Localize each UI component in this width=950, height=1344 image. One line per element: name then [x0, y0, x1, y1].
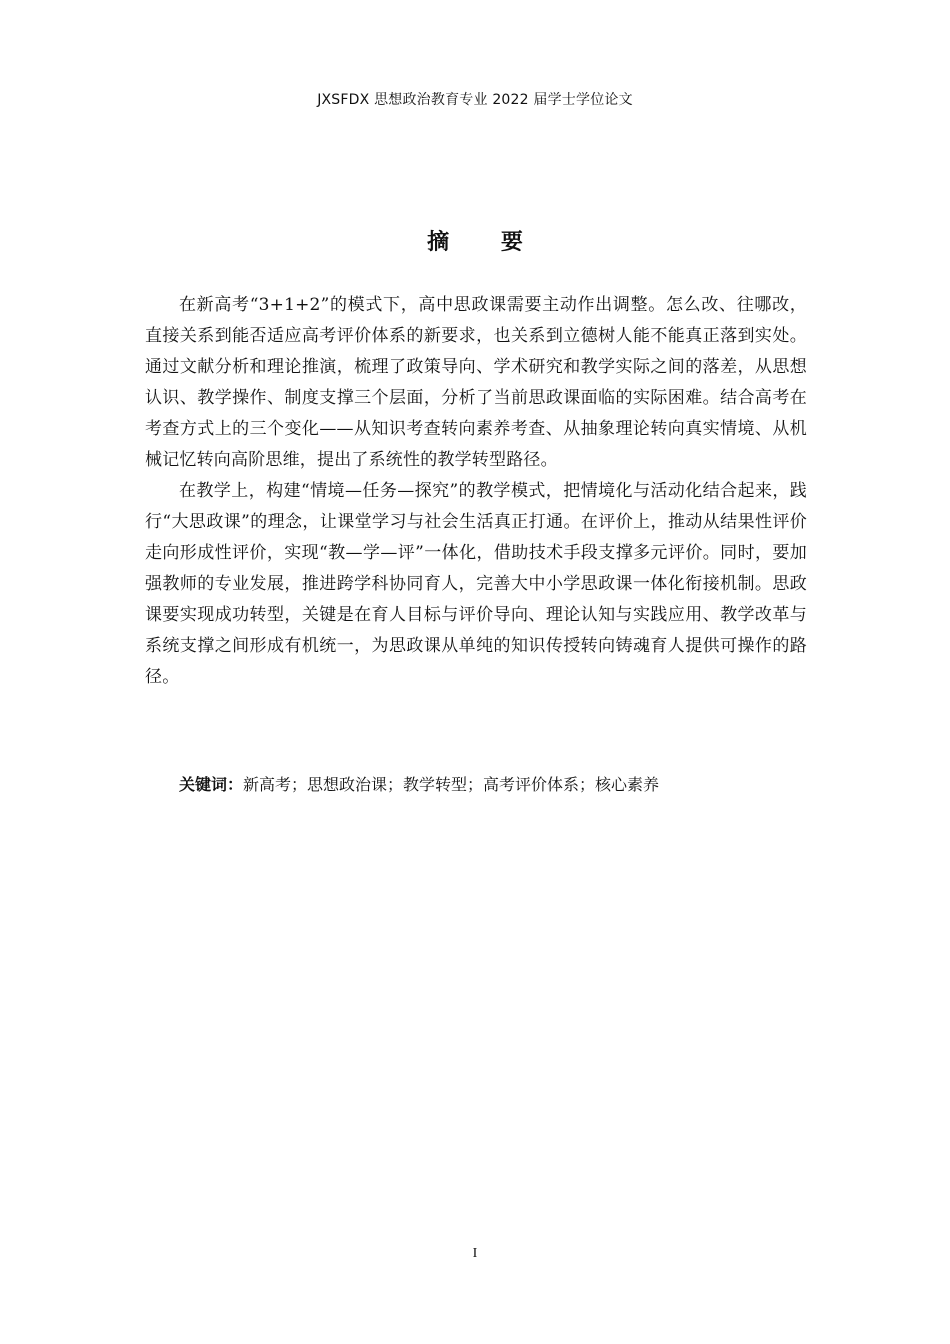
- keywords-label: 关键词：: [179, 775, 244, 794]
- keywords-line: [179, 772, 659, 795]
- abstract-paragraph-2: 在教学上，构建“情境—任务—探究”的教学模式，把情境化与活动化结合起来，践行“大思政课”的理念，让课堂学习与社会生活真正打通。在评价上，推动从结果性评价走向形成性评价，实现“教—学—评”一体化，借助技术手段支撑多元评价。同时，要加强教师的专业发展，推进跨学科协同育人，完善大中小学思政课一体化衔接机制。思政课要实现成功转型，关键是在育人目标与评价导向、理论认知与实践应用、教学改革与系统支撑之间形成有机统一，为思政课从单纯的知识传授转向铸魂育人提供可操作的路径。: [145, 481, 807, 687]
- abstract-paragraph-1: 在新高考“3+1+2”的模式下，高中思政课需要主动作出调整。怎么改、往哪改，直接关系到能否适应高考评价体系的新要求，也关系到立德树人能不能真正落到实处。通过文献分析和理论推演，梳理了政策导向、学术研究和教学实际之间的落差，从思想认识、教学操作、制度支撑三个层面，分析了当前思政课面临的实际困难。结合高考在考查方式上的三个变化——从知识考查转向素养考查、从抽象理论转向真实情境、从机械记忆转向高阶思维，提出了系统性的教学转型路径。: [145, 295, 807, 470]
- page-number: I: [472, 1246, 478, 1261]
- abstract-title: 摘 要: [427, 230, 545, 255]
- keywords-text: 新高考；思想政治课；教学转型；高考评价体系；核心素养: [243, 775, 660, 794]
- running-header: JXSFDX 思想政治教育专业 2022 届学士学位论文: [317, 92, 633, 108]
- abstract-body: [145, 290, 807, 693]
